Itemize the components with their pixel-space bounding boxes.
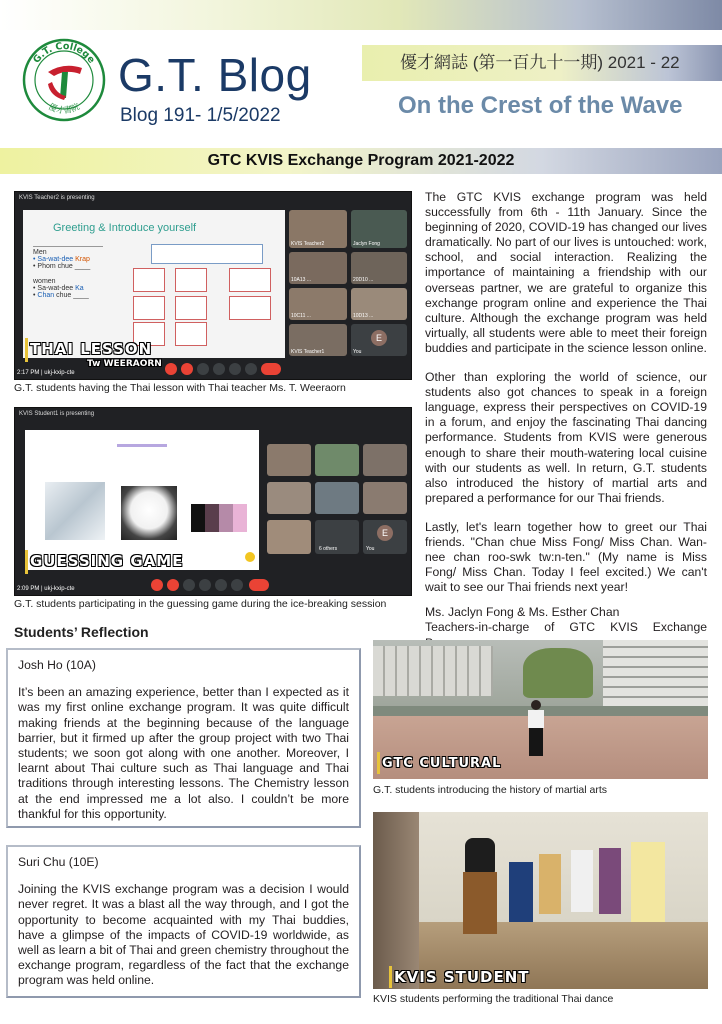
article-paragraph: The GTC KVIS exchange program was held successfully from 6th - 11th January. Since the beginning of 2020, COVID-19 has changed our lives dramatically. No part of our lives is untouched: work, school, and social interaction. Realizing the importance of maintaining a friendship with our overseas partner, we are grateful to organize this exchange program online and experience the Thai culture. Although the exchange program was held virtually, all students were able to meet their foreign buddies and participate in the science lesson online. <box>425 190 707 355</box>
tree <box>523 648 593 698</box>
blog-issue-date: Blog 191- 1/5/2022 <box>120 105 281 126</box>
tagline: On the Crest of the Wave <box>398 92 683 119</box>
top-gradient-band <box>0 0 722 30</box>
end-call-icon <box>261 363 281 375</box>
student-name: Suri Chu (10E) <box>18 855 99 869</box>
blog-title: G.T. Blog <box>118 49 312 101</box>
presenting-label: KVIS Teacher2 is presenting <box>19 195 95 201</box>
meeting-time: 2:17 PM | ukj-kxip-cte <box>17 370 75 376</box>
reflection-text: Joining the KVIS exchange program was a decision I would never regret. It was a blast all the way through, and I got the opportunity to become acquainted with my Thai buddies, have a glimpse of the impacts of COVID-19 worldwide, as well as learn a bit of Thai and green chemistry throughout the exchange program, regardless of the fact that the exchange program was held online. <box>18 882 349 988</box>
participant-tile-you: E You <box>363 520 407 554</box>
signoff-names: Ms. Jaclyn Fong & Ms. Esther Chan <box>425 605 620 620</box>
participant-tile <box>315 444 359 476</box>
meeting-time: 2:09 PM | ukj-kxip-cte <box>17 586 75 592</box>
participant-tile <box>363 444 407 476</box>
article-paragraph: Other than exploring the world of science, our students also got chances to speak in a foreign language, express their perspectives on COVID-19 in a forum, and enjoy the fascinating Thai dancing performance. Students from KVIS were generous enough to share their mouth-watering local cuisine with our students as well. In return, G.T. students also introduced the history of martial arts and prepared a performance for our Thai friends. <box>425 370 707 505</box>
dancer <box>539 854 561 914</box>
article-body <box>425 190 707 651</box>
student-name: Josh Ho (10A) <box>18 658 96 672</box>
lesson-slide: Greeting & Introduce yourself Men • Sa-wat-dee Krap • Phom chue ____ women • Sa-wat-dee Ka • Chan chue ____ <box>23 210 285 358</box>
participant-tile-you: E You <box>351 324 407 356</box>
gt-college-logo <box>22 38 106 122</box>
reflection-text: It’s been an amazing experience, better than I expected as it was my first online exchange program. It was quite difficult making friends at the beginning because of the language barrier, but it firmed up after the group project with two Thai students; we soon got along with one another. Moreover, I learnt about Thai culture such as Thai language and Thai traditions through interesting lessons. The Chemistry lesson at the end impressed me a lot also. I couldn’t be more thankful for this opportunity. <box>18 685 349 821</box>
game-slide <box>25 430 259 570</box>
photo-overlay-label: GUESSING GAME <box>30 552 184 570</box>
participant-tile: Jaclyn Fong <box>351 210 407 248</box>
participant-tile: 10C11 ... <box>289 288 347 320</box>
dancer <box>571 850 593 912</box>
mic-off-icon <box>151 579 163 591</box>
camera-off-icon <box>181 363 193 375</box>
photo-caption: G.T. students having the Thai lesson with Thai teacher Ms. T. Weeraorn <box>14 382 346 394</box>
captions-icon <box>197 363 209 375</box>
participant-tile <box>267 444 311 476</box>
end-call-icon <box>249 579 269 591</box>
photo-overlay-label: THAI LESSON <box>30 340 153 358</box>
photo-thai-dance <box>373 812 708 989</box>
participant-tile <box>315 482 359 514</box>
more-icon <box>231 579 243 591</box>
photo-caption: G.T. students introducing the history of martial arts <box>373 784 608 796</box>
avatar: E <box>371 330 387 346</box>
photo-caption: KVIS students performing the traditional Thai dance <box>373 993 614 1005</box>
more-icon <box>245 363 257 375</box>
participant-tile: 10A13 ... <box>289 252 347 284</box>
reflection-heading: Students’ Reflection <box>14 624 149 640</box>
foreground-shoulder <box>373 812 419 989</box>
reflection-card <box>6 845 361 998</box>
participant-tile: 10D13 ... <box>351 288 407 320</box>
section-title: GTC KVIS Exchange Program 2021-2022 <box>207 152 515 169</box>
performer <box>528 710 544 728</box>
raise-hand-icon <box>213 363 225 375</box>
speaker-tag: Tw WEERAORN <box>87 359 162 369</box>
photo-overlay-label: GTC CULTURAL <box>382 756 502 771</box>
present-icon <box>215 579 227 591</box>
play-icon <box>245 552 255 562</box>
captions-icon <box>183 579 195 591</box>
dancer <box>463 872 497 934</box>
cream-bowl-image <box>121 486 177 540</box>
participant-tile: 20D10 ... <box>351 252 407 284</box>
photo-guessing-game <box>14 407 412 596</box>
photo-overlay-label: KVIS STUDENT <box>394 968 530 986</box>
others-tile: 6 others <box>315 520 359 554</box>
avatar: E <box>377 525 393 541</box>
raise-hand-icon <box>199 579 211 591</box>
reflection-card <box>6 648 361 828</box>
participant-tile <box>363 482 407 514</box>
dancer <box>599 848 621 914</box>
present-icon <box>229 363 241 375</box>
photo-caption: G.T. students participating in the guessing game during the ice-breaking session <box>14 598 387 610</box>
signoff-role: Teachers-in-charge of GTC KVIS Exchange <box>425 620 707 635</box>
article-paragraph: Lastly, let's learn together how to greet our Thai friends. "Chan chue Miss Fong/ Miss Chan. Wan-nee chan roo-swk tw:n-ten." (My name is Miss Fong/ Miss Chan. Today I feel excited.) We can't wait to see our Thai friends next year! <box>425 519 707 595</box>
mic-off-icon <box>165 363 177 375</box>
slide-title: Greeting & Introduce yourself <box>53 222 197 234</box>
participant-tile: KVIS Teacher1 <box>289 324 347 356</box>
photo-thai-lesson <box>14 191 412 380</box>
logo-chinese-text: 優才書院 <box>46 102 82 117</box>
dancer <box>631 842 665 922</box>
chinese-title: 優才網誌 (第一百九十一期) 2021 - 22 <box>400 53 680 72</box>
participant-tile: KVIS Teacher2 <box>289 210 347 248</box>
dancer <box>509 862 533 922</box>
participant-tile <box>267 520 311 554</box>
photo-martial-arts <box>373 640 708 779</box>
participant-tile <box>267 482 311 514</box>
ice-cubes-image <box>45 482 105 540</box>
camera-off-icon <box>167 579 179 591</box>
presenting-label: KVIS Student1 is presenting <box>19 411 95 417</box>
logo-english-text: G.T. College <box>31 40 97 66</box>
